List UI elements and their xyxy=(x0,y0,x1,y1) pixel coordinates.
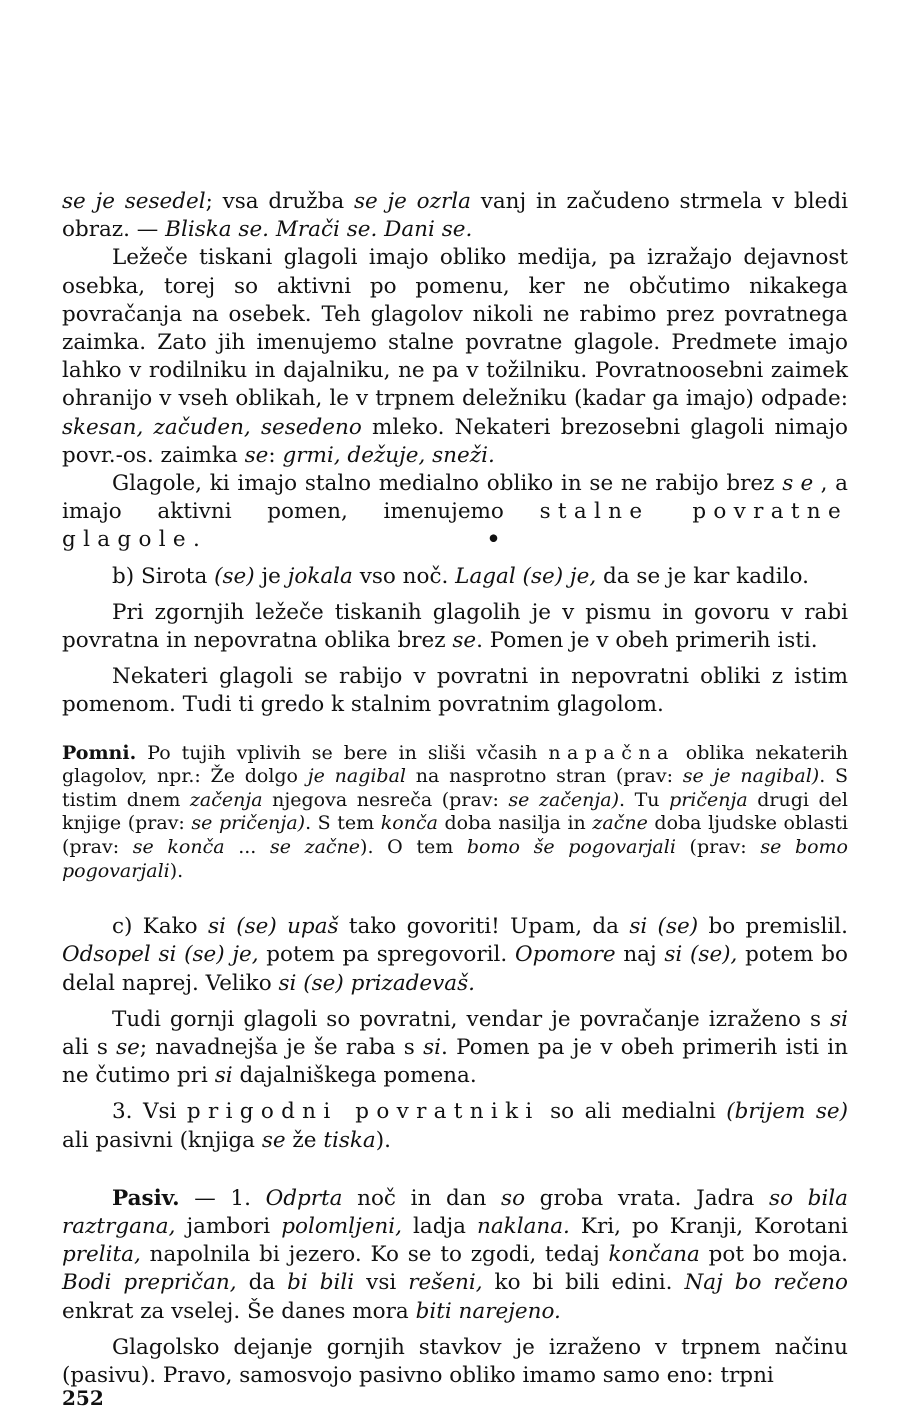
page-body xyxy=(62,188,848,1390)
bullet-mark: • xyxy=(486,527,501,553)
paragraph-6: Nekateri glagoli se rabijo v povratni in nepovratni obliki z istim pomenom. Tudi ti gredo k stalnim povratnim glagolom. xyxy=(62,664,848,718)
paragraph-10: 3. Vsi prigodni povratniki so ali medialni (brijem se) ali pasivni (knjiga se že tiska). xyxy=(62,1099,848,1153)
paragraph-4: b) Sirota (se) je jokala vso noč. Lagal (se) je, da se je kar kadilo. xyxy=(112,563,809,589)
paragraph-12: Glagolsko dejanje gornjih stavkov je izraženo v trpnem načinu (pasivu). Pravo, samosvojo pasivno obliko imamo samo eno: trpni xyxy=(62,1334,848,1389)
paragraph-3: Glagole, ki imajo stalno medialno obliko in se ne rabijo brez se, a imajo aktivni pomen, imenujemo stalne povratne glagole. • xyxy=(62,471,848,553)
paragraph-8: c) Kako si (se) upaš tako govoriti! Upam, da si (se) bo premislil. Odsopel si (se) je, potem pa spregovoril. Opomore naj si (se), potem bo delal naprej. Veliko si (se) prizadevaš. xyxy=(62,914,849,996)
paragraph-pasiv: Pasiv. — 1. Odprta noč in dan so groba vrata. Jadra so bila raztrgana, jambori polomljeni, ladja naklana. Kri, po Kranji, Korotani prelita, napolnila bi jezero. Ko se to zgodi, tedaj končana pot bo moja. Bodi prepričan, da bi bili vsi rešeni, ko bi bili edini. Naj bo rečeno enkrat za vselej. Še danes mora biti narejeno. xyxy=(62,1185,848,1324)
page-number: 252 xyxy=(62,1386,104,1410)
note-pomni: Pomni. Po tujih vplivih se bere in sliši včasih napačna oblika nekaterih glagolov, npr.: Že dolgo je nagibal na nasprotno stran (prav: se je nagibal). S tistim dnem začenja njegova nesreča (prav: se začenja). Tu pričenja drugi del knjige (prav: se pričenja). S tem konča doba nasilja in začne doba ljudske oblasti (prav: se konča ... se začne). O tem bomo še pogovarjali (prav: se bomo pogovarjali). xyxy=(62,741,849,882)
paragraph-2: Ležeče tiskani glagoli imajo obliko medija, pa izražajo dejavnost osebka, torej so aktivni po pomenu, ker ne občutimo nikakega povračanja na osebek. Teh glagolov nikoli ne rabimo prez povratnega zaimka. Zato jih imenujemo stalne povratne glagole. Predmete imajo lahko v rodilniku in dajalniku, ne pa v tožilniku. Povratnoosebni zaimek ohranijo v vseh oblikah, le v trpnem deležniku (kadar ga imajo) odpade: skesan, začuden, sesedeno mleko. Nekateri brezosebni glagoli nimajo povr.-os. zaimka se: grmi, dežuje, sneži. xyxy=(62,245,848,468)
paragraph-1: se je sesedel; vsa družba se je ozrla vanj in začudeno strmela v bledi obraz. — Bliska se. Mrači se. Dani se. xyxy=(62,189,849,243)
paragraph-9: Tudi gornji glagoli so povratni, vendar je povračanje izraženo s si ali s se; navadnejša je še raba s si. Pomen pa je v obeh primerih isti in ne čutimo pri si dajalniškega pomena. xyxy=(62,1006,849,1089)
paragraph-5: Pri zgornjih ležeče tiskanih glagolih je v pismu in govoru v rabi povratna in nepovratna oblika brez se. Pomen je v obeh primerih isti. xyxy=(62,599,848,654)
